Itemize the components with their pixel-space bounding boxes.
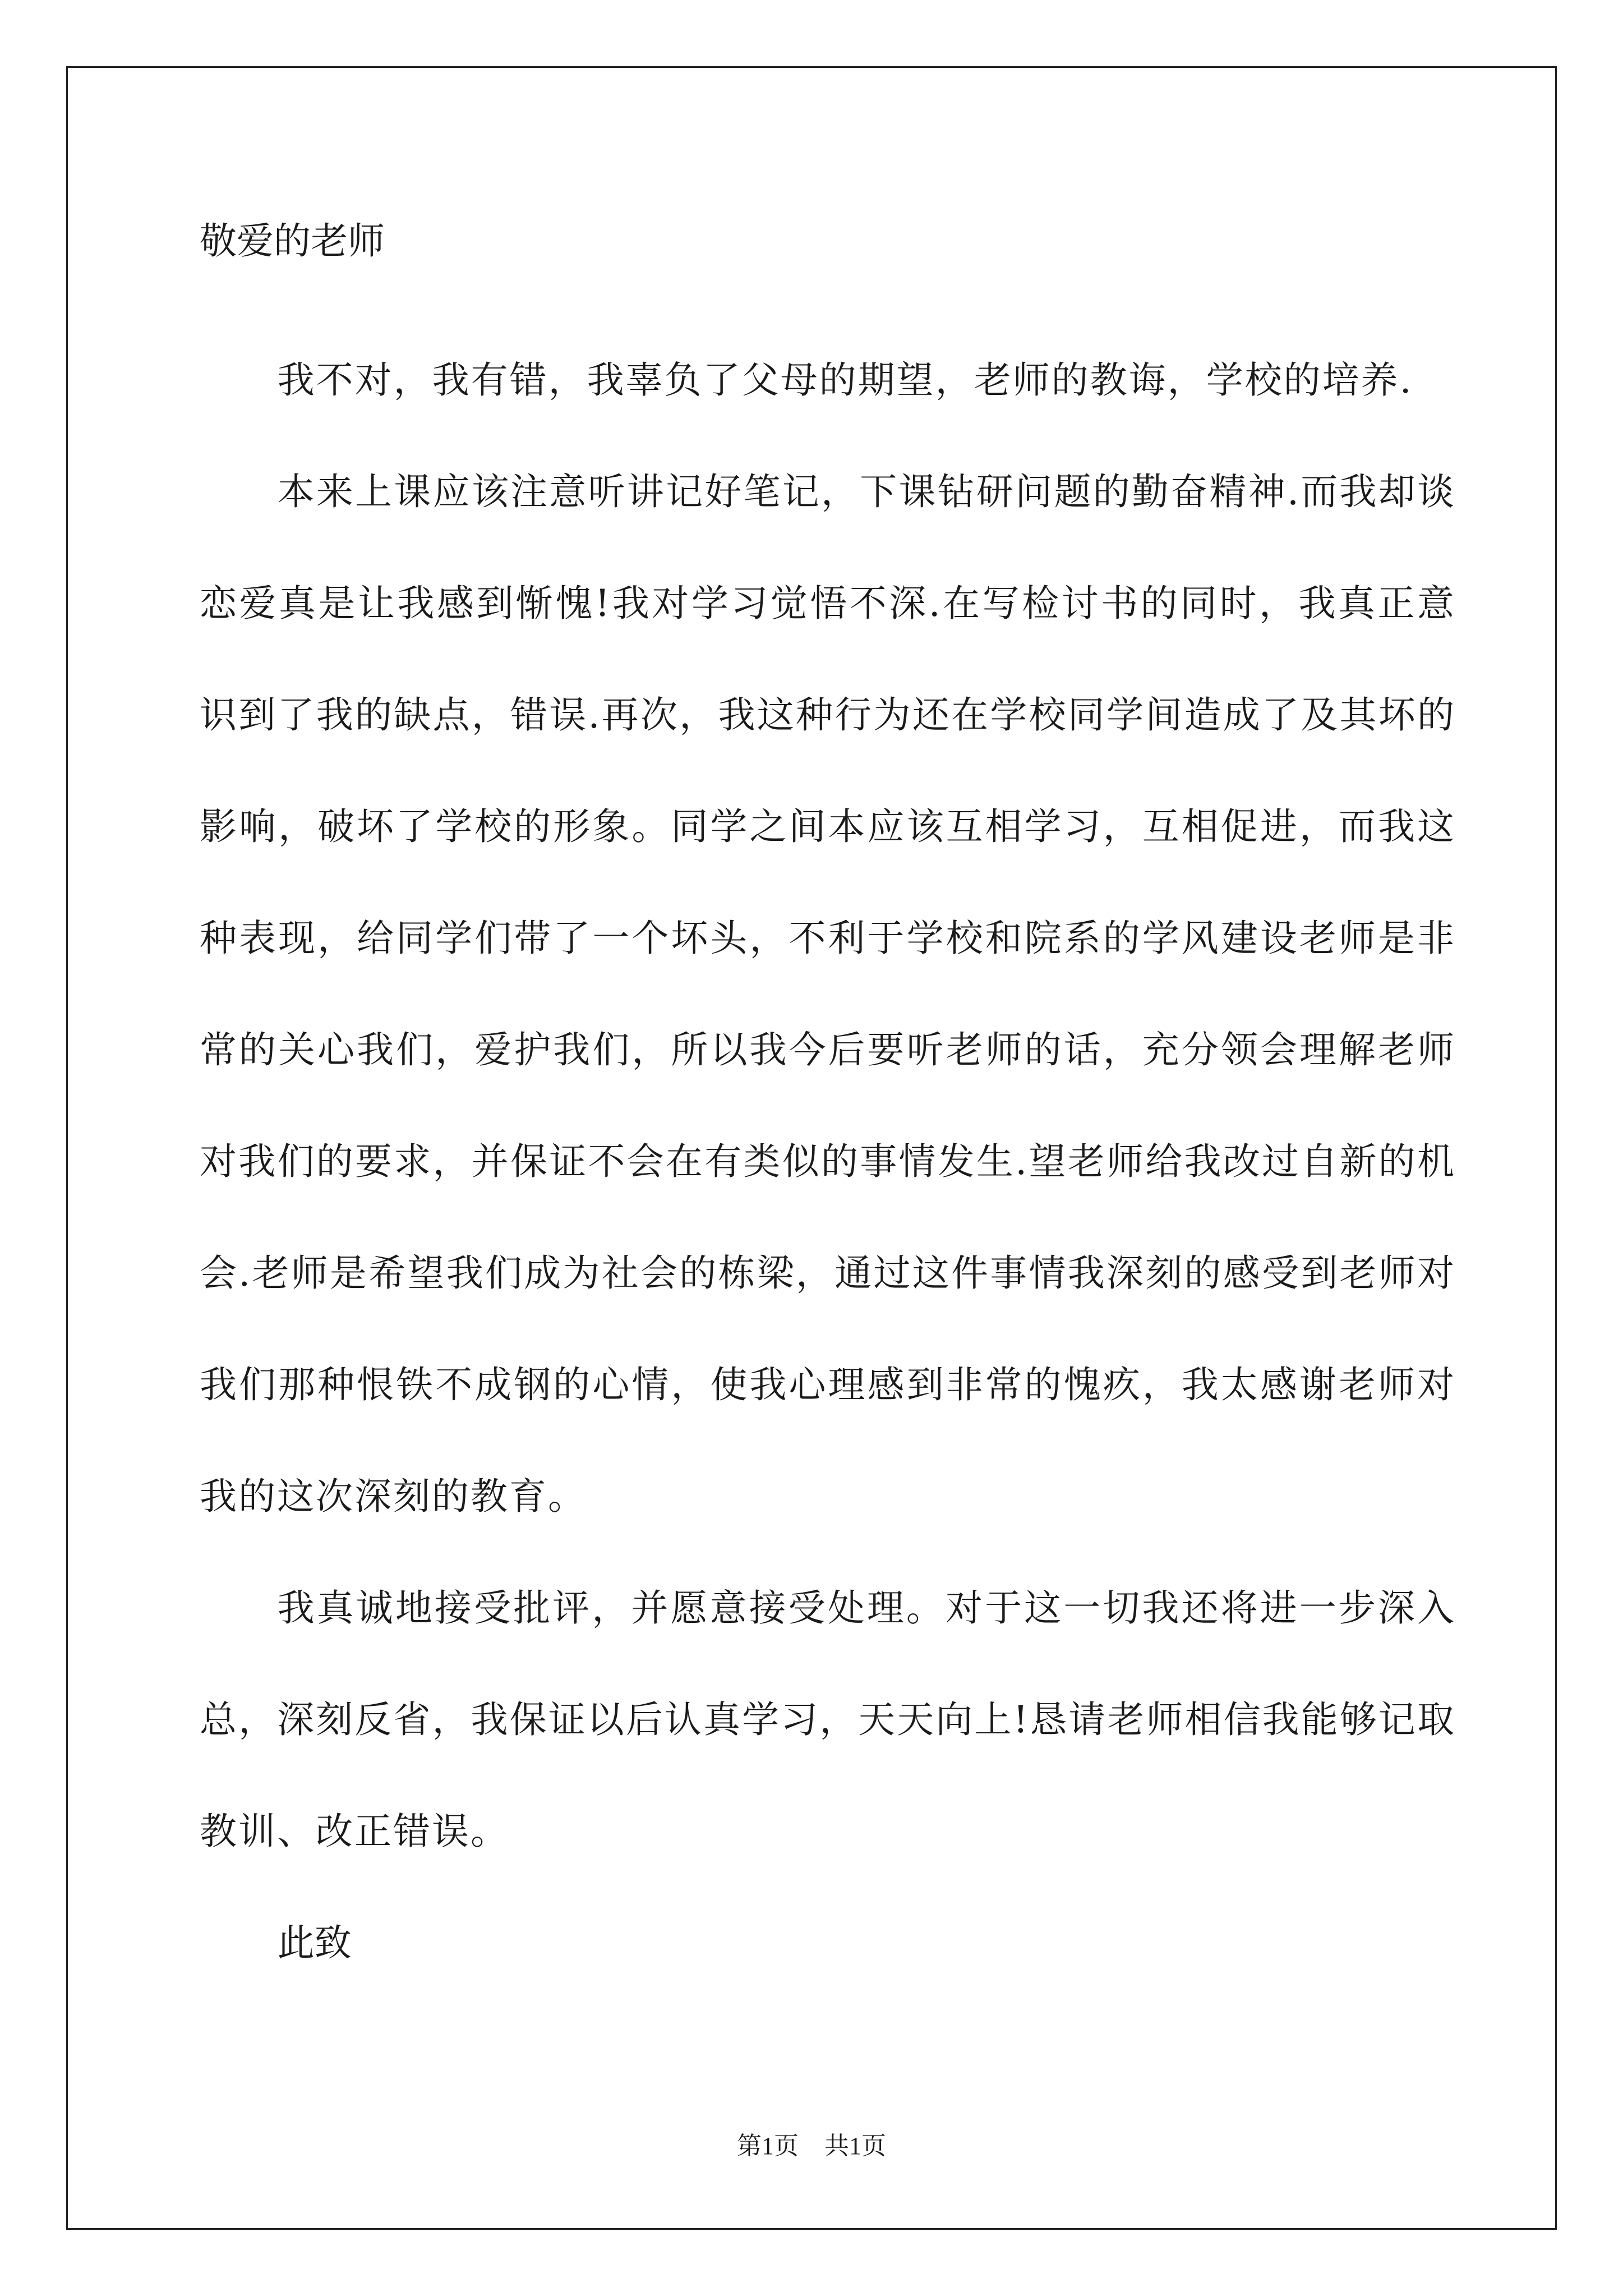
paragraph-2: 本来上课应该注意听讲记好笔记，下课钻研问题的勤奋精神.而我却谈恋爱真是让我感到惭愧!我对学习觉悟不深.在写检讨书的同时，我真正意识到了我的缺点，错误.再次，我这种行为还在学校同学间造成了及其坏的影响，破坏了学校的形象。同学之间本应该互相学习，互相促进，而我这种表现，给同学们带了一个坏头，不利于学校和院系的学风建设老师是非常的关心我们，爱护我们，所以我今后要听老师的话，充分领会理解老师对我们的要求，并保证不会在有类似的事情发生.望老师给我改过自新的机会.老师是希望我们成为社会的栋梁，通过这件事情我深刻的感受到老师对我们那种恨铁不成钢的心情，使我心理感到非常的愧疚，我太感谢老师对我的这次深刻的教育。 [200, 470, 1456, 1518]
page-number-current: 第1页 [737, 2132, 799, 2160]
paragraph-1: 我不对，我有错，我辜负了父母的期望，老师的教诲，学校的培养. [277, 358, 1413, 402]
closing: 此致 [277, 1921, 352, 1964]
letter-body [200, 213, 1456, 1999]
page-number-total: 共1页 [824, 2132, 886, 2160]
salutation: 敬爱的老师 [200, 219, 385, 263]
page-footer [0, 2129, 1623, 2163]
paragraph-3: 我真诚地接受批评，并愿意接受处理。对于这一切我还将进一步深入总，深刻反省，我保证以后认真学习，天天向上!恳请老师相信我能够记取教训、改正错误。 [200, 1586, 1456, 1853]
